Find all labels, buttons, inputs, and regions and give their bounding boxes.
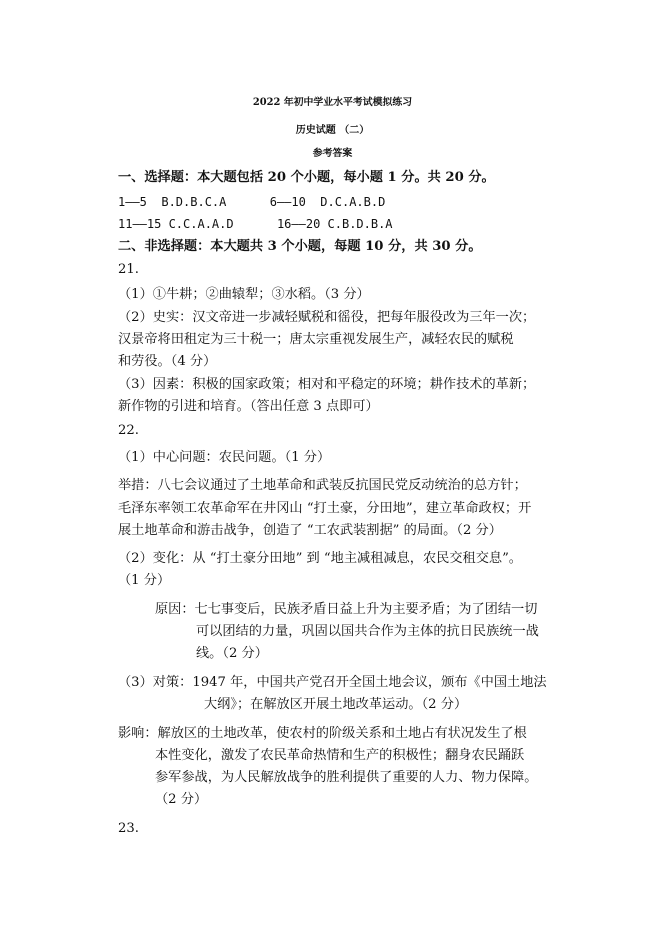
document-subtitle: 历史试题 （二） (295, 125, 370, 136)
q22-measures-line-1: 举措：八七会议通过了土地革命和武装反抗国民党反动统治的总方针； (118, 478, 527, 493)
q22-answer-1: （1）中心问题：农民问题。（1 分） (118, 450, 331, 465)
q21-answer-2-line-2: 汉景帝将田租定为三十税一；唐太宗重视发展生产，减轻农民的赋税 (118, 332, 514, 347)
q22-answer-3-line-1: （3）对策：1947 年，中国共产党召开全国土地会议，颁布《中国土地法 (118, 675, 547, 690)
section2-heading: 二、非选择题：本大题共 3 个小题，每题 10 分，共 30 分。 (118, 239, 482, 254)
q21-answer-3-line-2: 新作物的引进和培育。（答出任意 3 点即可） (118, 399, 379, 414)
q21-answer-3-line-1: （3）因素：积极的国家政策；相对和平稳定的环境；耕作技术的革新； (118, 377, 536, 392)
q22-impact-line-4: （2 分） (155, 792, 208, 807)
q22-answer-2-line-2: （1 分） (118, 573, 171, 588)
document-title: 2022 年初中学业水平考试模拟练习 (252, 97, 413, 108)
q21-answer-2-line-3: 和劳役。（4 分） (118, 354, 217, 369)
q22-reason-line-1: 原因：七七事变后，民族矛盾日益上升为主要矛盾；为了团结一切 (155, 602, 538, 617)
q22-impact-line-1: 影响：解放区的土地改革，使农村的阶级关系和土地占有状况发生了根 (118, 726, 527, 741)
q23-number: 23. (118, 821, 139, 836)
q21-answer-2-line-1: （2）史实：汉文帝进一步减轻赋税和徭役，把每年服役改为三年一次； (118, 310, 536, 325)
answers-heading: 参考答案 (312, 148, 353, 159)
choice-answers-row-1: 1——5 B.D.B.C.A 6——10 D.C.A.B.D (118, 195, 386, 209)
q22-reason-line-2: 可以团结的力量，巩固以国共合作为主体的抗日民族统一战 (196, 624, 539, 639)
q21-answer-1: （1）①牛耕；②曲辕犁；③水稻。（3 分） (118, 287, 370, 302)
q22-impact-line-2: 本性变化，激发了农民革命热情和生产的积极性；翻身农民踊跃 (155, 748, 525, 763)
q22-answer-3-line-2: 大纲》；在解放区开展土地改革运动。（2 分） (204, 697, 468, 712)
section1-heading: 一、选择题：本大题包括 20 个小题，每小题 1 分。共 20 分。 (118, 170, 495, 185)
q22-impact-line-3: 参军参战，为人民解放战争的胜利提供了重要的人力、物力保障。 (155, 770, 538, 785)
q22-answer-2-line-1: （2）变化：从 “打土豪分田地” 到 “地主减租减息，农民交租交息”。 (118, 551, 522, 566)
q21-number: 21. (118, 262, 139, 277)
q22-measures-line-2: 毛泽东率领工农革命军在井冈山 “打土豪，分田地”，建立革命政权；开 (118, 501, 532, 516)
q22-reason-line-3: 线。（2 分） (196, 646, 268, 661)
q22-measures-line-3: 展土地革命和游击战争，创造了 “工农武装割据” 的局面。（2 分） (118, 523, 502, 538)
q22-number: 22. (118, 423, 139, 438)
choice-answers-row-2: 11——15 C.C.A.A.D 16——20 C.B.D.B.A (118, 217, 393, 231)
